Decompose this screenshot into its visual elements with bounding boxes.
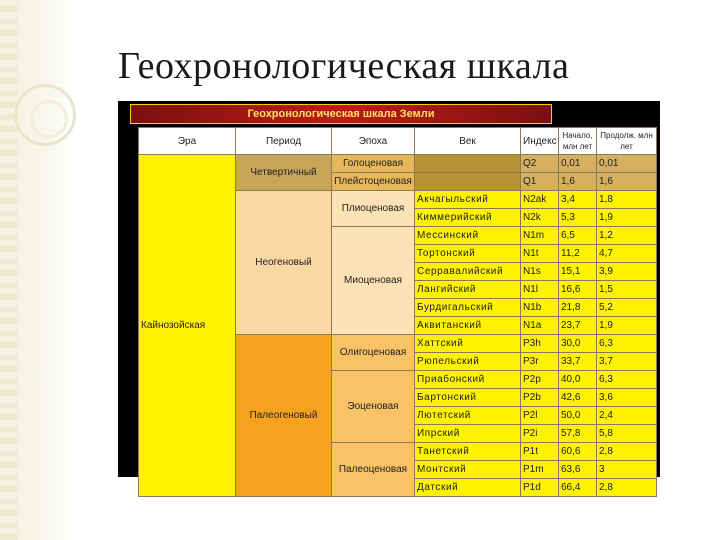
- age-cell: [415, 173, 521, 191]
- age-cell: Киммерийский: [415, 209, 521, 227]
- index-cell: N2k: [521, 209, 559, 227]
- geochronology-table: [138, 127, 657, 497]
- header-duration: Продолж. млн лет: [597, 128, 657, 155]
- start-cell: 11,2: [559, 245, 597, 263]
- duration-cell: 6,3: [597, 335, 657, 353]
- header-period: Период: [236, 128, 332, 155]
- index-cell: P3h: [521, 335, 559, 353]
- duration-cell: 5,2: [597, 299, 657, 317]
- age-cell: Хаттский: [415, 335, 521, 353]
- age-cell: Ипрский: [415, 425, 521, 443]
- period-cell: Неогеновый: [236, 191, 332, 335]
- age-cell: Аквитанский: [415, 317, 521, 335]
- index-cell: P2i: [521, 425, 559, 443]
- start-cell: 23,7: [559, 317, 597, 335]
- index-cell: P1m: [521, 461, 559, 479]
- age-cell: Мессинский: [415, 227, 521, 245]
- start-cell: 1,6: [559, 173, 597, 191]
- duration-cell: 0,01: [597, 155, 657, 173]
- age-cell: Лютетский: [415, 407, 521, 425]
- duration-cell: 3,9: [597, 263, 657, 281]
- start-cell: 0,01: [559, 155, 597, 173]
- left-decoration: [0, 0, 75, 540]
- epoch-cell: Плиоценовая: [332, 191, 415, 227]
- start-cell: 15,1: [559, 263, 597, 281]
- age-cell: Монтский: [415, 461, 521, 479]
- duration-cell: 1,9: [597, 317, 657, 335]
- index-cell: N1b: [521, 299, 559, 317]
- index-cell: P1t: [521, 443, 559, 461]
- header-epoch: Эпоха: [332, 128, 415, 155]
- index-cell: N2ak: [521, 191, 559, 209]
- start-cell: 30,0: [559, 335, 597, 353]
- duration-cell: 3,6: [597, 389, 657, 407]
- decor-stripe: [0, 0, 18, 540]
- header-era: Эра: [139, 128, 236, 155]
- epoch-cell: Миоценовая: [332, 227, 415, 335]
- index-cell: N1l: [521, 281, 559, 299]
- age-cell: Акчагыльский: [415, 191, 521, 209]
- header-row: [139, 128, 657, 155]
- index-cell: N1m: [521, 227, 559, 245]
- duration-cell: 2,8: [597, 443, 657, 461]
- age-cell: Бартонский: [415, 389, 521, 407]
- start-cell: 21,8: [559, 299, 597, 317]
- index-cell: P2l: [521, 407, 559, 425]
- epoch-cell: Голоценовая: [332, 155, 415, 173]
- epoch-cell: Плейстоценовая: [332, 173, 415, 191]
- duration-cell: 1,5: [597, 281, 657, 299]
- age-cell: Лангийский: [415, 281, 521, 299]
- index-cell: N1a: [521, 317, 559, 335]
- age-cell: Приабонский: [415, 371, 521, 389]
- duration-cell: 1,9: [597, 209, 657, 227]
- index-cell: Q2: [521, 155, 559, 173]
- start-cell: 40,0: [559, 371, 597, 389]
- table-row: [139, 155, 657, 173]
- start-cell: 66,4: [559, 479, 597, 497]
- epoch-cell: Палеоценовая: [332, 443, 415, 497]
- start-cell: 33,7: [559, 353, 597, 371]
- period-cell: Палеогеновый: [236, 335, 332, 497]
- index-cell: P2b: [521, 389, 559, 407]
- index-cell: N1s: [521, 263, 559, 281]
- epoch-cell: Эоценовая: [332, 371, 415, 443]
- duration-cell: 2,8: [597, 479, 657, 497]
- age-cell: Тортонский: [415, 245, 521, 263]
- duration-cell: 2,4: [597, 407, 657, 425]
- duration-cell: 3: [597, 461, 657, 479]
- age-cell: Бурдигальский: [415, 299, 521, 317]
- start-cell: 6,5: [559, 227, 597, 245]
- age-cell: Танетский: [415, 443, 521, 461]
- era-cell: Кайнозойская: [139, 155, 236, 497]
- epoch-cell: Олигоценовая: [332, 335, 415, 371]
- start-cell: 63,6: [559, 461, 597, 479]
- index-cell: N1t: [521, 245, 559, 263]
- header-age: Век: [415, 128, 521, 155]
- header-index: Индекс: [521, 128, 559, 155]
- header-start: Начало, млн лет: [559, 128, 597, 155]
- index-cell: P1d: [521, 479, 559, 497]
- index-cell: P3r: [521, 353, 559, 371]
- start-cell: 50,0: [559, 407, 597, 425]
- start-cell: 42,6: [559, 389, 597, 407]
- index-cell: P2p: [521, 371, 559, 389]
- age-cell: Датский: [415, 479, 521, 497]
- decor-ring-inner: [30, 100, 68, 138]
- start-cell: 57,8: [559, 425, 597, 443]
- duration-cell: 1,2: [597, 227, 657, 245]
- slide-title: Геохронологическая шкала: [118, 45, 570, 87]
- age-cell: [415, 155, 521, 173]
- duration-cell: 3,7: [597, 353, 657, 371]
- duration-cell: 1,6: [597, 173, 657, 191]
- duration-cell: 6,3: [597, 371, 657, 389]
- table-banner: Геохронологическая шкала Земли: [130, 104, 552, 124]
- start-cell: 5,3: [559, 209, 597, 227]
- age-cell: Серравалийский: [415, 263, 521, 281]
- age-cell: Рюпельский: [415, 353, 521, 371]
- duration-cell: 5,8: [597, 425, 657, 443]
- duration-cell: 4,7: [597, 245, 657, 263]
- start-cell: 16,6: [559, 281, 597, 299]
- start-cell: 60,6: [559, 443, 597, 461]
- index-cell: Q1: [521, 173, 559, 191]
- duration-cell: 1,8: [597, 191, 657, 209]
- start-cell: 3,4: [559, 191, 597, 209]
- period-cell: Четвертичный: [236, 155, 332, 191]
